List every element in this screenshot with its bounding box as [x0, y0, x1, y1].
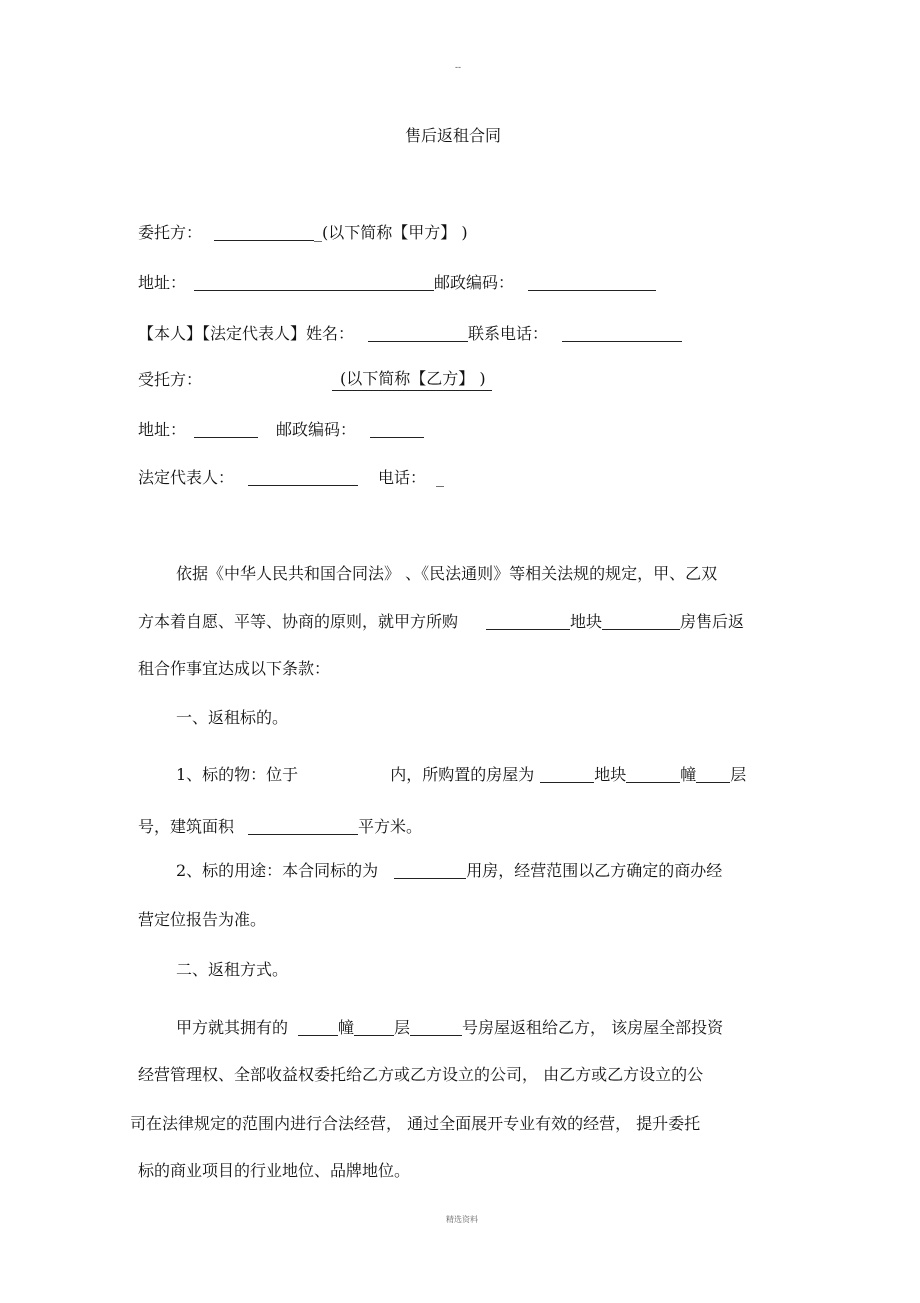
party-a-rep-name-blank[interactable]	[368, 325, 468, 342]
party-a-name-blank[interactable]	[214, 224, 314, 241]
s2-number-blank[interactable]	[410, 1019, 462, 1036]
item1-building-blank[interactable]	[626, 766, 680, 783]
party-b-line	[138, 372, 202, 388]
item1-a: 1、标的物：位于	[176, 765, 299, 784]
party-b-phone-label: 电话：	[378, 468, 427, 487]
item1-floor-blank[interactable]	[696, 766, 730, 783]
item2-a: 2、标的用途：本合同标的为	[176, 861, 379, 880]
section-1-item-2-line-2: 营定位报告为准。	[138, 910, 267, 929]
party-a-rep-label: 【本人】【法定代表人】姓名：	[138, 324, 355, 343]
party-a-label: 委托方：	[138, 223, 203, 242]
party-b-rep-label: 法定代表人：	[138, 468, 235, 487]
section-1-item-1-line-2	[138, 818, 422, 835]
section-2-para-line-1	[176, 1019, 723, 1036]
footer-mark: 精选资料	[446, 1215, 478, 1224]
party-b-address-label: 地址：	[138, 420, 187, 439]
party-b-suffix: (以下简称【乙方】 )	[332, 371, 492, 391]
section-2-para-line-3: 司在法律规定的范围内进行合法经营， 通过全面展开专业有效的经营， 提升委托	[130, 1114, 701, 1133]
party-a-phone-blank[interactable]	[562, 325, 682, 342]
item1-plot-blank[interactable]	[540, 766, 594, 783]
intro-line-3: 租合作事宜达成以下条款：	[138, 659, 331, 678]
party-a-postcode-blank[interactable]	[528, 274, 656, 291]
party-b-label: 受托方：	[138, 370, 203, 389]
s2-p1-b: 幢	[338, 1018, 355, 1037]
party-a-rep-line	[138, 325, 682, 342]
item2-use-blank[interactable]	[394, 862, 466, 879]
party-b-phone-tail: _	[436, 468, 445, 487]
party-a-address-blank[interactable]	[194, 274, 434, 291]
item1-d: 幢	[680, 765, 697, 784]
party-a-phone-label: 联系电话：	[468, 324, 549, 343]
s2-p1-a: 甲方就其拥有的	[176, 1018, 289, 1037]
item2-b: 用房，经营范围以乙方确定的商办经	[466, 861, 723, 880]
party-a-postcode-label: 邮政编码：	[434, 273, 515, 292]
party-b-postcode-blank[interactable]	[370, 421, 424, 438]
intro-plot-blank-1[interactable]	[486, 613, 570, 630]
section-2-heading: 二、返租方式。	[176, 960, 289, 979]
s2-p1-d: 号房屋返租给乙方， 该房屋全部投资	[462, 1018, 724, 1037]
party-b-postcode-label: 邮政编码：	[276, 420, 357, 439]
item1-e: 层	[730, 765, 747, 784]
intro-line-2	[138, 613, 744, 630]
intro-plot-blank-2[interactable]	[602, 613, 680, 630]
section-1-heading: 一、返租标的。	[176, 708, 289, 727]
party-b-address-blank[interactable]	[194, 421, 258, 438]
s2-p1-c: 层	[394, 1018, 411, 1037]
page-title: 售后返租合同	[405, 126, 502, 145]
party-a-address-line	[138, 274, 656, 291]
party-b-address-line	[138, 421, 424, 438]
intro-line-2-c: 房售后返	[680, 612, 745, 631]
s2-floor-blank[interactable]	[354, 1019, 394, 1036]
item1-line2-b: 平方米。	[358, 817, 423, 836]
intro-line-2-b: 地块	[570, 612, 603, 631]
section-2-para-line-4: 标的商业项目的行业地位、品牌地位。	[138, 1161, 411, 1180]
party-a-address-label: 地址：	[138, 273, 187, 292]
party-a-line	[138, 224, 468, 241]
header-mark: --	[455, 63, 462, 73]
item1-b: 内，所购置的房屋为	[390, 765, 535, 784]
party-b-rep-line	[138, 469, 444, 486]
section-2-para-line-2: 经营管理权、全部收益权委托给乙方或乙方设立的公司， 由乙方或乙方设立的公	[138, 1065, 704, 1084]
s2-building-blank[interactable]	[298, 1019, 338, 1036]
item1-area-blank[interactable]	[248, 818, 358, 835]
party-b-rep-blank[interactable]	[248, 469, 358, 486]
section-1-item-2	[176, 862, 722, 879]
intro-line-2-a: 方本着自愿、平等、协商的原则，就甲方所购	[138, 612, 459, 631]
item1-line2-a: 号，建筑面积	[138, 817, 235, 836]
item1-c: 地块	[594, 765, 627, 784]
section-1-item-1	[176, 766, 746, 783]
party-a-suffix: _(以下简称【甲方】 )	[314, 223, 468, 242]
intro-line-1: 依据《中华人民共和国合同法》 、《民法通则》等相关法规的规定，甲、乙双	[176, 564, 718, 583]
